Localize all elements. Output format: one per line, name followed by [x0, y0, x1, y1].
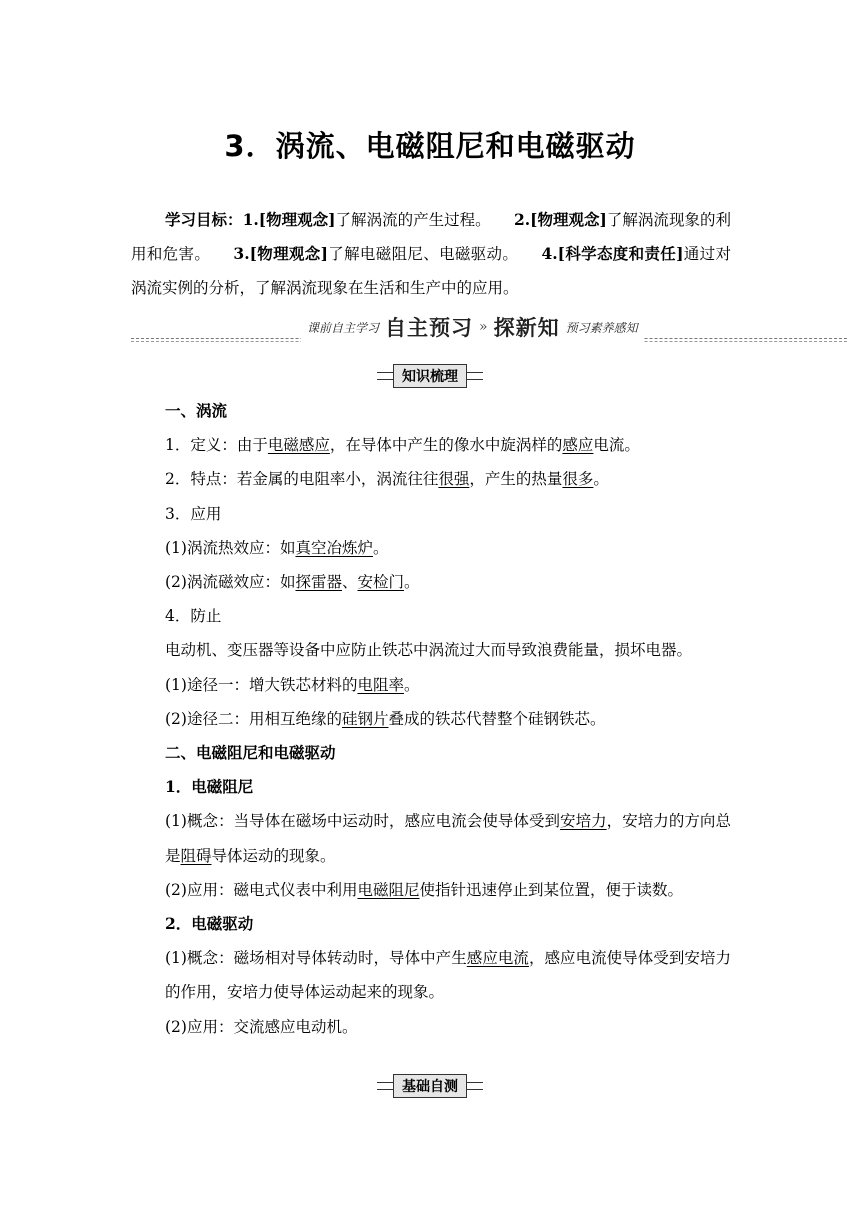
section-label-knowledge: 知识梳理: [0, 364, 860, 388]
paragraph: (2)应用：磁电式仪表中利用电磁阻尼使指针迅速停止到某位置，便于读数。: [165, 880, 683, 899]
section-banner: [131, 312, 847, 342]
banner-left-caption: 课前自主学习: [307, 320, 380, 335]
objectives-label: 学习目标：: [165, 210, 243, 229]
banner-right-caption: 预习素养感知: [565, 320, 638, 335]
paragraph: 3．应用: [165, 504, 222, 523]
section-heading: 一、涡流: [165, 401, 228, 420]
learning-objectives: 学习目标：1.[物理观念]了解涡流的产生过程。 2.[物理观念]了解涡流现象的利用和危害。 3.[物理观念]了解电磁阻尼、电磁驱动。 4.[科学态度和责任]通过对涡流实例的分析，了解涡流现象在生活和生产中的应用。: [131, 210, 731, 297]
banner-main-right: 探新知: [493, 316, 560, 340]
section-heading: 二、电磁阻尼和电磁驱动: [165, 743, 336, 763]
subheading: 1．电磁阻尼: [165, 777, 254, 797]
paragraph: (1)概念：当导体在磁场中运动时，感应电流会使导体受到安培力，安培力的方向总是阻碍导体运动的现象。: [165, 812, 731, 865]
paragraph: 4．防止: [165, 607, 222, 626]
page-title: 3．涡流、电磁阻尼和电磁驱动: [224, 129, 636, 163]
paragraph: 电动机、变压器等设备中应防止铁芯中涡流过大而导致浪费能量，损坏电器。: [165, 641, 693, 660]
banner-main-left: 自主预习: [385, 316, 474, 340]
paragraph: 1．定义：由于电磁感应，在导体中产生的像水中旋涡样的感应电流。: [165, 436, 640, 455]
section-label-self-test: 基础自测: [0, 1074, 860, 1098]
paragraph: (2)途径二：用相互绝缘的硅钢片叠成的铁芯代替整个硅钢铁芯。: [165, 709, 606, 728]
main-content: [131, 394, 731, 1044]
paragraph: (1)途径一：增大铁芯材料的电阻率。: [165, 675, 420, 694]
paragraph: 2．特点：若金属的电阻率小，涡流往往很强，产生的热量很多。: [165, 470, 609, 489]
paragraph: (2)应用：交流感应电动机。: [165, 1017, 358, 1036]
paragraph: (1)概念：磁场相对导体转动时，导体中产生感应电流，感应电流使导体受到安培力的作用，安培力使导体运动起来的现象。: [165, 949, 731, 1002]
paragraph: (1)涡流热效应：如真空冶炼炉。: [165, 538, 389, 557]
subheading: 2．电磁驱动: [165, 914, 254, 934]
paragraph: (2)涡流磁效应：如探雷器、安检门。: [165, 573, 420, 592]
double-chevron-icon: »: [479, 319, 488, 335]
